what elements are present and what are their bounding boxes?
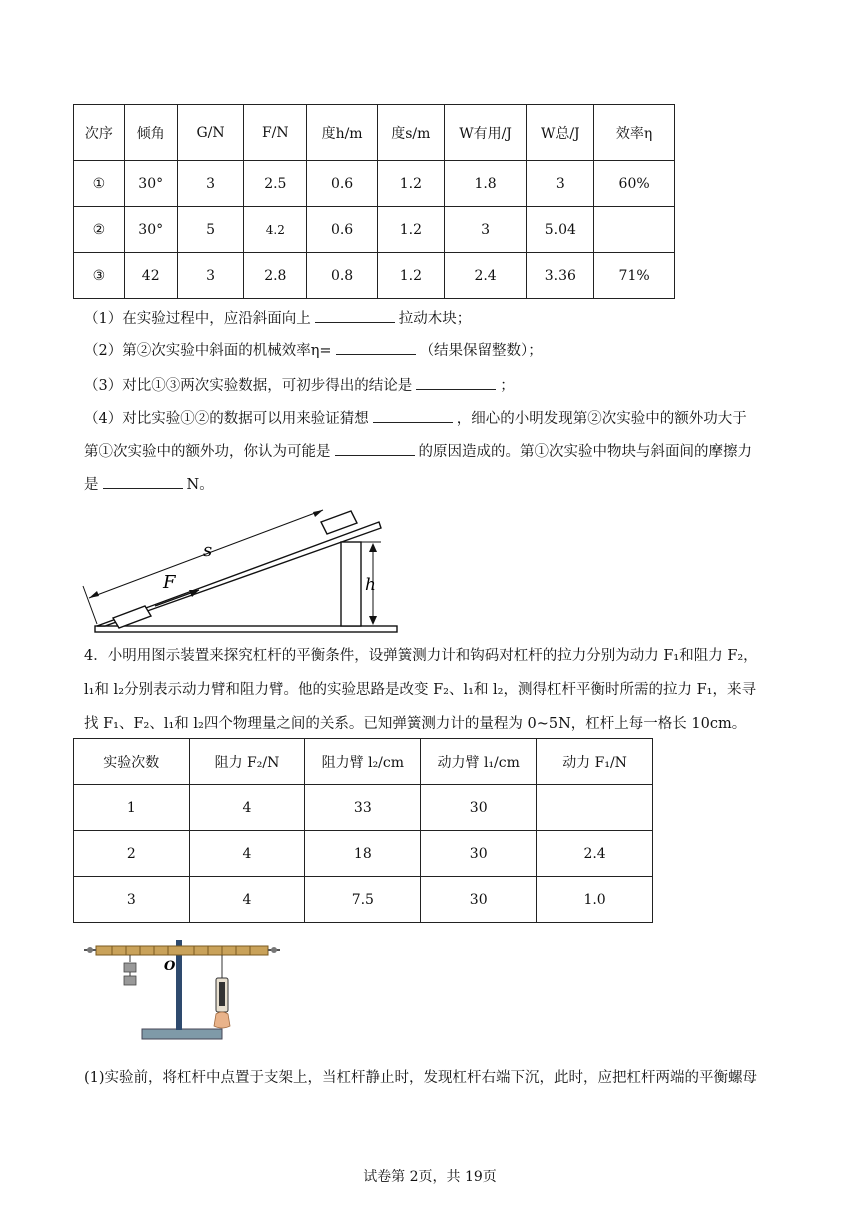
table-row [74,161,675,207]
table-cell: 0.6 [307,207,378,253]
question-4-line1 [84,408,747,429]
table-cell: 1.2 [377,253,444,299]
table-cell: 30 [421,831,537,877]
header-cell: W总/J [527,105,594,161]
support-block [341,542,361,626]
header-cell: 阻力臂 l₂/cm [305,739,421,785]
answer-blank[interactable] [103,474,183,489]
table-cell: 1.8 [444,161,527,207]
lever-data-table [73,738,653,923]
table-cell: 2.4 [537,831,653,877]
table-cell: 5 [177,207,244,253]
table-cell: 3 [444,207,527,253]
pivot-label: O [164,959,176,974]
header-cell: W有用/J [444,105,527,161]
ground-base [95,626,397,632]
table-row [74,253,675,299]
table-row [74,877,653,923]
question-3 [84,375,515,396]
label-F: F [163,572,176,593]
label-h: h [365,575,376,595]
label-s: s [203,540,213,561]
header-cell: 效率η [594,105,675,161]
header-cell: 阻力 F₂/N [189,739,305,785]
answer-blank[interactable] [416,375,496,390]
table-cell: 4 [189,831,305,877]
table-cell: 3.36 [527,253,594,299]
header-cell: 度h/m [307,105,378,161]
header-cell: 度s/m [377,105,444,161]
table-cell: 0.8 [307,253,378,299]
question-text: （1）在实验过程中，应沿斜面向上 [84,311,311,327]
table-cell: 2.4 [444,253,527,299]
scale-window [219,982,225,1006]
header-cell: 实验次数 [74,739,190,785]
table-row [74,207,675,253]
hook-weight [124,963,136,972]
table-cell: 30 [421,877,537,923]
table-cell: 30° [124,207,177,253]
table-cell: ③ [74,253,125,299]
question-text: ，细心的小明发现第②次实验中的额外功大于 [456,411,747,427]
table-cell: 2.8 [244,253,307,299]
lever-question-1: (1)实验前，将杠杆中点置于支架上，当杠杆静止时，发现杠杆右端下沉，此时，应把杠杆两端的平衡螺母 [84,1070,758,1086]
question-text: 的原因造成的。第①次实验中物块与斜面间的摩擦力 [418,444,752,460]
table-cell: ② [74,207,125,253]
header-cell: G/N [177,105,244,161]
table-cell: 30° [124,161,177,207]
problem-4-line3: 找 F₁、F₂、l₁和 l₂四个物理量之间的关系。已知弹簧测力计的量程为 0~5N，杠杆上每一格长 10cm。 [84,716,747,732]
problem-4-line2: l₁和 l₂分别表示动力臂和阻力臂。他的实验思路是改变 F₂、l₁和 l₂，测得杠杆平衡时所需的拉力 F₁，来寻 [84,682,756,698]
table-cell [537,785,653,831]
hand-icon [214,1012,230,1028]
header-cell: 动力臂 l₁/cm [421,739,537,785]
incline-data-table [73,104,675,299]
table-cell [594,207,675,253]
question-text: （3）对比①③两次实验数据，可初步得出的结论是 [84,378,413,394]
question-1 [84,308,471,329]
question-text: （4）对比实验①②的数据可以用来验证猜想 [84,411,369,427]
question-2 [84,340,543,361]
answer-blank[interactable] [335,441,415,456]
table-cell: 7.5 [305,877,421,923]
table-header-row [74,739,653,785]
table-header-row [74,105,675,161]
table-cell: 3 [527,161,594,207]
header-cell: F/N [244,105,307,161]
header-cell: 次序 [74,105,125,161]
stand-base [142,1029,222,1039]
block-top [321,511,357,534]
table-cell: 3 [177,161,244,207]
table-cell: 30 [421,785,537,831]
question-text: N。 [186,477,214,493]
s-arrow-head [313,510,323,517]
table-row [74,785,653,831]
balance-nut-right [271,947,277,953]
table-cell: 1.0 [537,877,653,923]
table-cell: 3 [74,877,190,923]
question-text: 拉动木块； [398,311,472,327]
question-text: （结果保留整数）； [419,343,543,359]
table-cell: 4 [189,785,305,831]
answer-blank[interactable] [373,408,453,423]
question-text: （2）第②次实验中斜面的机械效率η= [84,343,332,359]
question-text: ； [500,378,515,394]
table-cell: 3 [177,253,244,299]
answer-blank[interactable] [315,308,395,323]
table-cell: 1 [74,785,190,831]
question-text: 第①次实验中的额外功，你认为可能是 [84,444,331,460]
table-cell: 4 [189,877,305,923]
s-tick [83,586,97,624]
table-cell: 33 [305,785,421,831]
h-arrow-head [369,616,377,625]
question-text: 是 [84,477,99,493]
lever-bar [96,946,268,955]
hook-weight [124,976,136,985]
lever-diagram [82,936,282,1042]
table-row [74,831,653,877]
block-bottom [113,606,151,628]
problem-4-line1: 4．小明用图示装置来探究杠杆的平衡条件，设弹簧测力计和钩码对杠杆的拉力分别为动力 F₁和阻力 F₂， [84,648,758,664]
table-cell: 71% [594,253,675,299]
table-cell: 2.5 [244,161,307,207]
header-cell: 倾角 [124,105,177,161]
table-cell: 2 [74,831,190,877]
page-footer: 试卷第 2页，共 19页 [363,1169,497,1185]
incline-diagram [75,500,405,636]
h-arrow-head [369,543,377,552]
table-cell: 1.2 [377,207,444,253]
header-cell: 动力 F₁/N [537,739,653,785]
table-cell: 42 [124,253,177,299]
answer-blank[interactable] [336,340,416,355]
table-cell: 18 [305,831,421,877]
table-cell: 4.2 [244,207,307,253]
table-cell: 60% [594,161,675,207]
s-arrow-head [89,591,99,598]
table-cell: ① [74,161,125,207]
question-4-line2 [84,441,752,462]
table-cell: 5.04 [527,207,594,253]
question-4-line3 [84,474,214,495]
balance-nut-left [87,947,93,953]
table-cell: 0.6 [307,161,378,207]
table-cell: 1.2 [377,161,444,207]
